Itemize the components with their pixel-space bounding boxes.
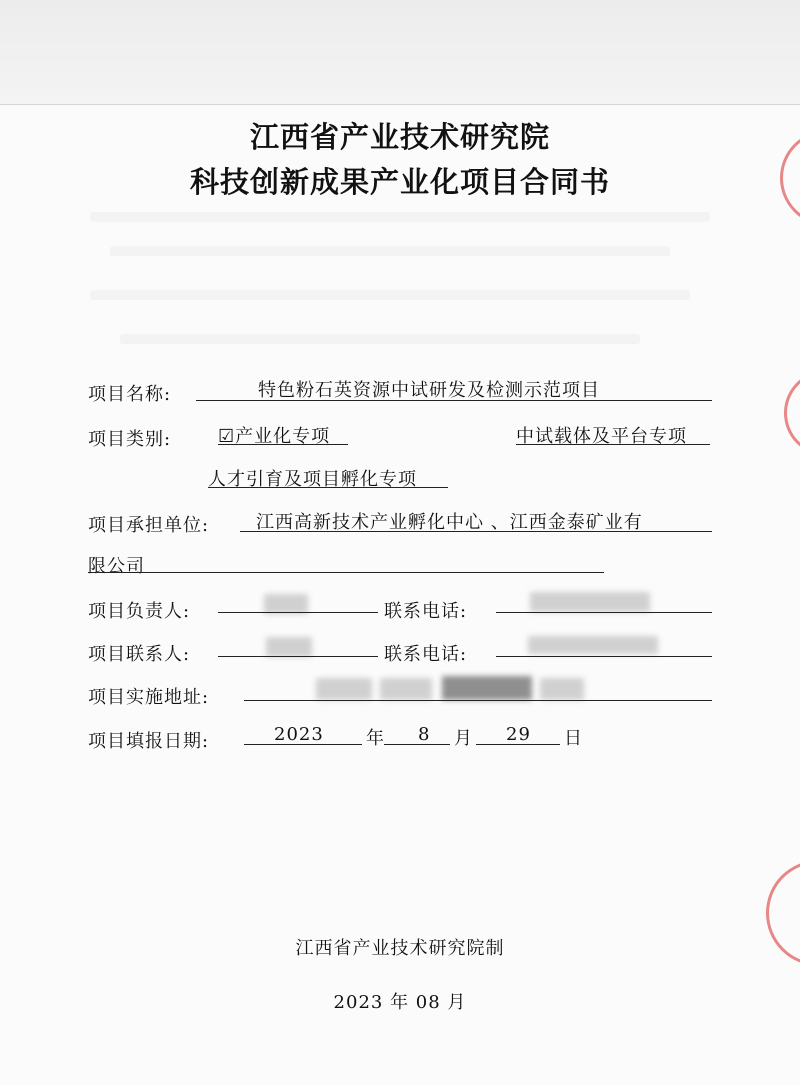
bleed-through-mark [120,334,640,344]
fill-date-day: 29 [506,724,531,745]
fill-date-year: 2023 [274,724,324,745]
month-character: 月 [454,728,473,749]
project-name-value: 特色粉石英资源中试研发及检测示范项目 [258,380,600,401]
implementation-address-underline [244,700,712,701]
category-option1-underline [218,444,348,445]
document-title-line1: 江西省产业技术研究院 [249,120,550,154]
bleed-through-mark [110,246,670,256]
project-contact-underline [218,656,378,657]
implementation-address-label: 项目实施地址: [88,687,210,708]
category-talent-incubation-option: 人才引育及项目孵化专项 [208,469,417,490]
redacted-leader-name [264,594,308,614]
bleed-through-mark [90,290,690,300]
leader-phone-underline [496,612,712,613]
project-leader-label: 项目负责人: [88,601,191,622]
fill-date-year-underline [244,744,362,745]
category-industrialization-option: ☑产业化专项 [218,426,331,447]
undertaking-unit-value-line1: 江西高新技术产业孵化中心 、江西金泰矿业有 [256,512,643,533]
redacted-address-part [316,678,372,700]
contact-phone-underline [496,656,712,657]
redacted-contact-phone [528,636,658,654]
issuer-footer: 江西省产业技术研究院制 [295,938,505,959]
project-contact-label: 项目联系人: [88,644,191,665]
document-title-line2: 科技创新成果产业化项目合同书 [189,165,610,199]
project-name-underline [196,400,712,401]
contact-phone-label: 联系电话: [384,644,468,665]
redacted-contact-name [266,637,312,657]
fill-date-day-underline [476,744,560,745]
fill-date-label: 项目填报日期: [88,731,210,752]
redacted-address-part [380,678,432,700]
leader-phone-label: 联系电话: [384,601,468,622]
category-pilot-platform-option: 中试载体及平台专项 [516,426,687,447]
scan-top-margin [0,0,800,104]
issue-date-footer: 2023 年 08 月 [333,992,467,1013]
bleed-through-mark [90,212,710,222]
project-name-label: 项目名称: [88,384,172,405]
day-character: 日 [564,728,583,749]
year-character: 年 [366,728,385,749]
undertaking-unit-value-line2: 限公司 [88,556,145,577]
category-option2-underline [516,444,710,445]
project-category-label: 项目类别: [88,429,172,450]
fill-date-month: 8 [418,724,431,745]
project-leader-underline [218,612,378,613]
undertaking-unit-underline2 [88,572,604,573]
undertaking-unit-label: 项目承担单位: [88,515,210,536]
redacted-address-part [540,678,584,700]
undertaking-unit-underline1 [240,531,712,532]
redacted-leader-phone [530,592,650,612]
redacted-address-part [442,676,532,700]
fill-date-month-underline [384,744,450,745]
category-option3-underline [208,487,448,488]
